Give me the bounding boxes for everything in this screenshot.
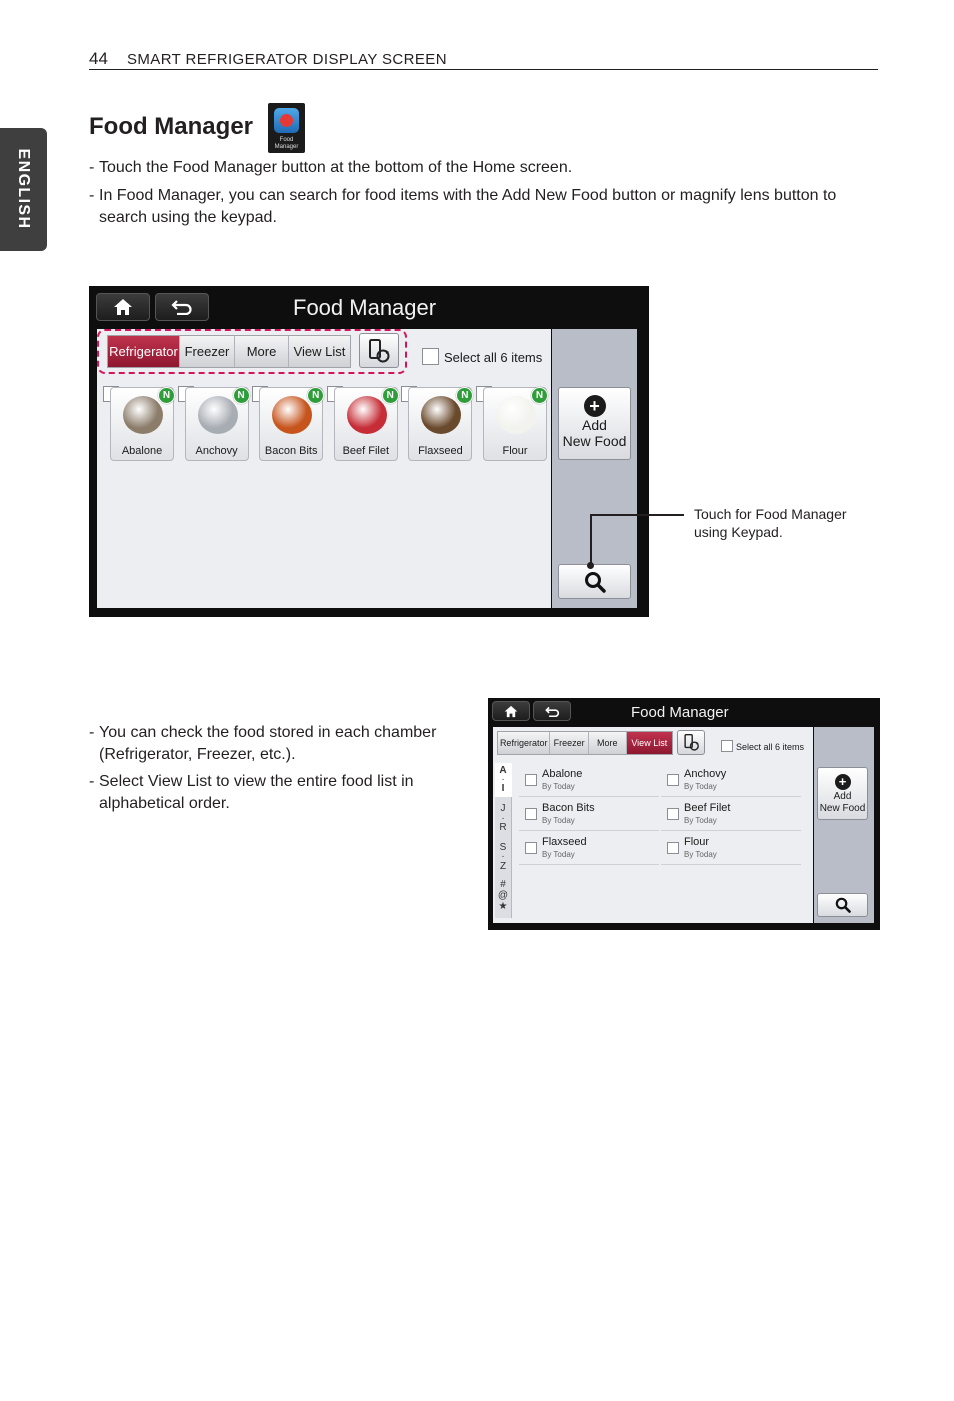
list-item-checkbox[interactable] bbox=[667, 808, 679, 820]
home-icon bbox=[504, 705, 518, 718]
new-badge: N bbox=[158, 387, 175, 404]
home-icon bbox=[113, 298, 133, 316]
food-label: Flaxseed bbox=[418, 445, 463, 457]
back-button[interactable] bbox=[155, 293, 209, 321]
alpha-r[interactable]: R bbox=[499, 822, 507, 833]
list-item-sub: By Today bbox=[542, 782, 575, 791]
body-bullet-2: - Select View List to view the entire food list in alphabetical order. bbox=[89, 773, 414, 812]
list-item-name: Beef Filet bbox=[684, 802, 731, 814]
food-image bbox=[421, 396, 461, 434]
list-item-checkbox[interactable] bbox=[525, 842, 537, 854]
new-badge: N bbox=[382, 387, 399, 404]
list-item-name: Anchovy bbox=[684, 768, 727, 780]
tab-highlight-frame bbox=[97, 329, 407, 374]
magnifier-icon bbox=[584, 571, 606, 593]
callout-leader-vertical bbox=[590, 514, 592, 566]
alpha-j[interactable]: J bbox=[500, 803, 506, 814]
icon-caption-line2: Manager bbox=[274, 144, 299, 150]
screen-title-2: Food Manager bbox=[631, 704, 729, 721]
food-grid-panel bbox=[97, 329, 551, 608]
phone-sync-icon bbox=[683, 733, 700, 752]
list-item[interactable] bbox=[519, 831, 659, 865]
list-item[interactable] bbox=[661, 797, 801, 831]
list-item-name: Bacon Bits bbox=[542, 802, 595, 814]
back-arrow-icon bbox=[545, 706, 560, 717]
select-all-label-2: Select all 6 items bbox=[736, 742, 805, 752]
page-title: Food Manager bbox=[89, 113, 254, 140]
food-manager-screen-list bbox=[488, 698, 880, 930]
chamber-tabs-2 bbox=[497, 731, 673, 755]
list-item[interactable] bbox=[519, 763, 659, 797]
tab-freezer[interactable]: Freezer bbox=[180, 336, 235, 367]
list-item[interactable] bbox=[661, 763, 801, 797]
alpha-i[interactable]: I bbox=[501, 783, 505, 794]
screen-title: Food Manager bbox=[293, 295, 437, 320]
apple-icon bbox=[274, 108, 299, 133]
alpha-hash[interactable]: # bbox=[500, 879, 506, 890]
page-number: 44 bbox=[89, 49, 108, 68]
tab-view-list[interactable]: View List bbox=[293, 344, 346, 359]
alphabet-index[interactable]: A · I J · R S · Z # @ ★ bbox=[495, 763, 512, 918]
food-label: Anchovy bbox=[195, 445, 238, 457]
add-label-line2: New Food bbox=[819, 803, 866, 814]
select-all-label: Select all 6 items bbox=[444, 350, 543, 365]
food-manager-screen-grid bbox=[89, 286, 649, 617]
intro-bullet-1: - Touch the Food Manager button at the bottom of the Home screen. bbox=[89, 159, 573, 176]
food-image bbox=[272, 396, 312, 434]
tab-view-list[interactable]: View List bbox=[627, 732, 672, 754]
home-button-2[interactable] bbox=[492, 701, 530, 721]
side-action-panel bbox=[552, 329, 637, 608]
alpha-s[interactable]: S bbox=[499, 842, 507, 853]
add-label-line1: Add bbox=[833, 791, 852, 802]
list-item-sub: By Today bbox=[684, 816, 717, 825]
sync-button-2[interactable] bbox=[677, 730, 705, 755]
magnifier-icon bbox=[835, 897, 851, 913]
alpha-at[interactable]: @ bbox=[497, 890, 509, 901]
icon-caption-line1: Food bbox=[279, 137, 294, 143]
list-item-name: Abalone bbox=[542, 768, 583, 780]
list-item-name: Flour bbox=[684, 836, 710, 848]
tab-more[interactable]: More bbox=[589, 732, 627, 754]
add-label-line2: New Food bbox=[562, 433, 627, 449]
new-badge: N bbox=[307, 387, 324, 404]
list-item-sub: By Today bbox=[542, 850, 575, 859]
tab-refrigerator[interactable]: Refrigerator bbox=[498, 732, 550, 754]
list-item-checkbox[interactable] bbox=[525, 774, 537, 786]
list-item[interactable] bbox=[661, 831, 801, 865]
food-list-panel bbox=[493, 727, 813, 923]
search-button[interactable] bbox=[558, 564, 631, 599]
list-item[interactable] bbox=[519, 797, 659, 831]
new-badge: N bbox=[233, 387, 250, 404]
callout-leader-horizontal bbox=[590, 514, 684, 516]
list-item-sub: By Today bbox=[684, 782, 717, 791]
add-new-food-button[interactable] bbox=[558, 387, 631, 460]
select-all-checkbox-2[interactable] bbox=[721, 740, 733, 752]
food-image bbox=[123, 396, 163, 434]
list-item-checkbox[interactable] bbox=[667, 842, 679, 854]
new-badge: N bbox=[456, 387, 473, 404]
food-image bbox=[496, 396, 536, 434]
tab-freezer[interactable]: Freezer bbox=[550, 732, 589, 754]
back-button-2[interactable] bbox=[533, 701, 571, 721]
list-item-sub: By Today bbox=[542, 816, 575, 825]
food-label: Flour bbox=[502, 445, 528, 457]
search-button-2[interactable] bbox=[817, 893, 868, 917]
food-manager-app-icon bbox=[268, 103, 305, 153]
language-label: ENGLISH bbox=[15, 148, 32, 230]
food-image bbox=[347, 396, 387, 434]
alpha-star[interactable]: ★ bbox=[498, 901, 508, 912]
page-header bbox=[89, 49, 878, 70]
home-button[interactable] bbox=[96, 293, 150, 321]
language-tab bbox=[0, 128, 47, 251]
new-badge: N bbox=[531, 387, 548, 404]
list-item-checkbox[interactable] bbox=[525, 808, 537, 820]
side-action-panel-2 bbox=[814, 727, 874, 923]
list-item-sub: By Today bbox=[684, 850, 717, 859]
food-image bbox=[198, 396, 238, 434]
alpha-a[interactable]: A bbox=[499, 765, 507, 776]
tab-refrigerator[interactable]: Refrigerator bbox=[108, 336, 180, 367]
add-new-food-button-2[interactable] bbox=[817, 767, 868, 820]
food-label: Bacon Bits bbox=[264, 445, 318, 457]
body-bullet-1: - You can check the food stored in each chamber (Refrigerator, Freezer, etc.). bbox=[89, 724, 437, 763]
callout-dot bbox=[587, 562, 594, 569]
plus-icon: + bbox=[835, 774, 851, 790]
tab-more[interactable]: More bbox=[235, 336, 289, 367]
food-label: Abalone bbox=[121, 445, 163, 457]
food-label: Beef Filet bbox=[342, 445, 390, 457]
list-item-name: Flaxseed bbox=[542, 836, 587, 848]
list-item-checkbox[interactable] bbox=[667, 774, 679, 786]
add-label-line1: Add bbox=[582, 417, 607, 433]
intro-bullet-2: - In Food Manager, you can search for food items with the Add New Food button or magnify lens button to search using the keypad. bbox=[89, 187, 837, 226]
section-heading: SMART REFRIGERATOR DISPLAY SCREEN bbox=[127, 51, 447, 68]
select-all-checkbox[interactable] bbox=[422, 348, 439, 365]
back-arrow-icon bbox=[171, 299, 193, 315]
callout-text: Touch for Food Manager using Keypad. bbox=[694, 506, 847, 540]
alpha-z[interactable]: Z bbox=[499, 861, 507, 872]
plus-icon: + bbox=[584, 395, 606, 417]
